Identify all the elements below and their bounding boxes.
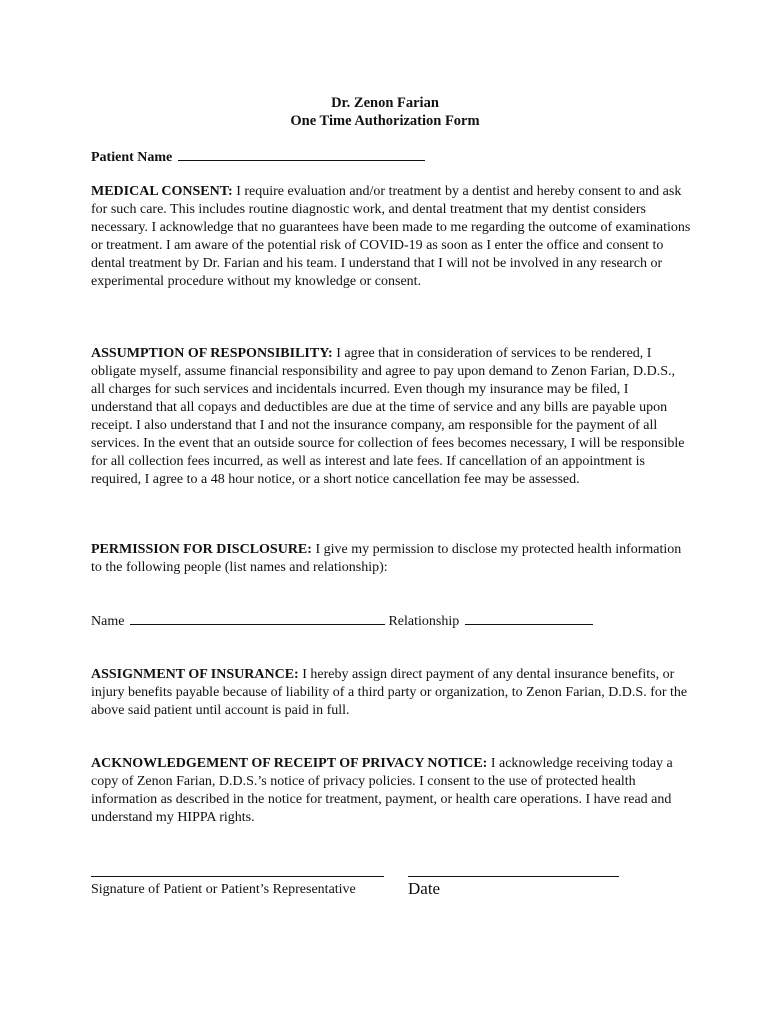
name-field[interactable]: [130, 612, 385, 625]
relationship-label: Relationship: [388, 614, 460, 629]
disclosure-text: I give my permission to disclose my protected health information to the following people (list names and relationship):: [91, 542, 682, 575]
privacy-text: I acknowledge receiving today a copy of Zenon Farian, D.D.S.’s notice of privacy policies. I consent to the use of protected health information as described in the notice for treatment, payment, or health care operations. I have read and understand my HIPPA rights.: [91, 756, 673, 825]
doctor-name: Dr. Zenon Farian: [331, 95, 439, 111]
disclosure-heading: PERMISSION FOR DISCLOSURE:: [91, 542, 312, 557]
responsibility-heading: ASSUMPTION OF RESPONSIBILITY:: [91, 346, 333, 361]
responsibility-section: [91, 345, 691, 489]
date-label: Date: [408, 879, 441, 898]
patient-name-field[interactable]: [178, 148, 425, 161]
privacy-section: [91, 755, 691, 827]
signature-label: Signature of Patient or Patient’s Representative: [91, 882, 356, 897]
insurance-heading: ASSIGNMENT OF INSURANCE:: [91, 667, 299, 682]
patient-name-row: [91, 148, 425, 166]
privacy-heading: ACKNOWLEDGEMENT OF RECEIPT OF PRIVACY NOTICE:: [91, 756, 488, 771]
medical-consent-heading: MEDICAL CONSENT:: [91, 184, 233, 199]
form-title: One Time Authorization Form: [290, 113, 480, 129]
disclosure-name-row: [91, 612, 593, 630]
signature-line[interactable]: [91, 876, 384, 877]
insurance-section: [91, 666, 691, 720]
medical-consent-text: I require evaluation and/or treatment by a dentist and hereby consent to and ask for such care. This includes routine diagnostic work, and dental treatment that my dentist considers necessary. I acknowledge that no guarantees have been made to me regarding the outcome of examinations or treatment. I am aware of the potential risk of COVID-19 as soon as I enter the office and consent to dental treatment by Dr. Farian and his team. I understand that I will not be involved in any research or experimental procedure without my knowledge or consent.: [91, 184, 691, 289]
medical-consent-section: [91, 183, 691, 291]
disclosure-section: [91, 541, 691, 577]
date-line[interactable]: [408, 876, 619, 877]
patient-name-label: Patient Name: [91, 150, 173, 165]
name-label: Name: [91, 614, 125, 629]
relationship-field[interactable]: [465, 612, 593, 625]
insurance-text: I hereby assign direct payment of any dental insurance benefits, or injury benefits payable because of liability of a third party or organization, to Zenon Farian, D.D.S. for the above said patient until account is paid in full.: [91, 667, 688, 718]
responsibility-text: I agree that in consideration of services to be rendered, I obligate myself, assume financial responsibility and agree to pay upon demand to Zenon Farian, D.D.S., all charges for such services and incidentals incurred. Even though my insurance may be filed, I understand that all copays and deductibles are due at the time of service and any bills are payable upon receipt. I also understand that I and not the insurance company, am responsible for the payment of all services. In the event that an outside source for collection of fees becomes necessary, I will be responsible for all collection fees incurred, as well as interest and late fees. If cancellation of an appointment is required, I agree to a 48 hour notice, or a short notice cancellation fee may be assessed.: [91, 346, 685, 487]
